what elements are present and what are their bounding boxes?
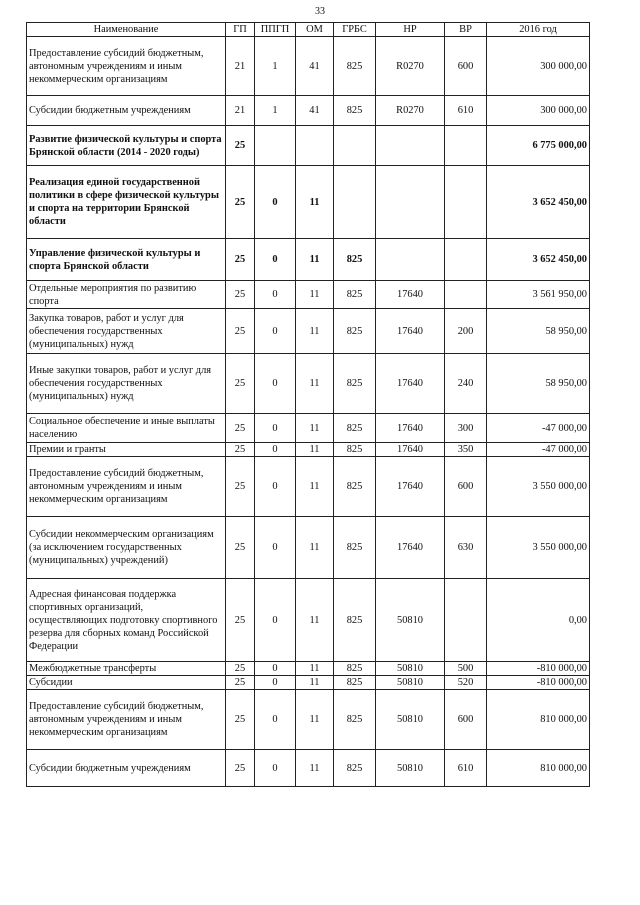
table-row [27, 166, 590, 239]
cell-vr: 600 [445, 457, 487, 517]
cell-gp: 25 [226, 281, 255, 309]
cell-amount: 810 000,00 [487, 750, 590, 787]
header-name: Наименование [27, 23, 226, 37]
cell-om: 11 [296, 281, 334, 309]
cell-name: Управление физической культуры и спорта Брянской области [27, 239, 226, 281]
cell-ppgp: 0 [255, 166, 296, 239]
cell-name: Предоставление субсидий бюджетным, автономным учреждениям и иным некоммерческим организациям [27, 690, 226, 750]
cell-vr: 300 [445, 414, 487, 443]
cell-ppgp: 0 [255, 309, 296, 354]
table-row [27, 750, 590, 787]
cell-vr: 600 [445, 690, 487, 750]
cell-nr: 17640 [376, 354, 445, 414]
table-row [27, 281, 590, 309]
cell-gp: 25 [226, 676, 255, 690]
cell-ppgp: 0 [255, 239, 296, 281]
header-gp: ГП [226, 23, 255, 37]
cell-ppgp [255, 126, 296, 166]
cell-ppgp: 0 [255, 690, 296, 750]
table-row [27, 443, 590, 457]
cell-grbs: 825 [334, 517, 376, 579]
cell-ppgp: 0 [255, 354, 296, 414]
cell-amount: 810 000,00 [487, 690, 590, 750]
table-row [27, 354, 590, 414]
cell-gp: 25 [226, 126, 255, 166]
cell-vr [445, 166, 487, 239]
cell-name: Развитие физической культуры и спорта Брянской области (2014 - 2020 годы) [27, 126, 226, 166]
cell-vr: 520 [445, 676, 487, 690]
page-number: 33 [315, 6, 325, 17]
cell-name: Адресная финансовая поддержка спортивных организаций, осуществляющих подготовку спортивного резерва для сборных команд Российской Федерации [27, 579, 226, 662]
cell-nr: 17640 [376, 309, 445, 354]
cell-amount: -810 000,00 [487, 676, 590, 690]
cell-amount: 3 652 450,00 [487, 166, 590, 239]
cell-om: 11 [296, 239, 334, 281]
cell-amount: -810 000,00 [487, 662, 590, 676]
cell-name: Премии и гранты [27, 443, 226, 457]
cell-grbs: 825 [334, 750, 376, 787]
table-row [27, 517, 590, 579]
cell-grbs: 825 [334, 96, 376, 126]
table-row [27, 414, 590, 443]
cell-ppgp: 0 [255, 457, 296, 517]
cell-ppgp: 1 [255, 96, 296, 126]
cell-vr: 630 [445, 517, 487, 579]
table-row [27, 37, 590, 96]
cell-name: Реализация единой государственной политики в сфере физической культуры и спорта на территории Брянской области [27, 166, 226, 239]
cell-nr [376, 166, 445, 239]
cell-nr: 17640 [376, 281, 445, 309]
cell-nr: 17640 [376, 414, 445, 443]
cell-nr: R0270 [376, 37, 445, 96]
cell-grbs: 825 [334, 443, 376, 457]
cell-gp: 25 [226, 414, 255, 443]
cell-nr: 50810 [376, 676, 445, 690]
table-row [27, 309, 590, 354]
cell-gp: 25 [226, 517, 255, 579]
cell-om: 11 [296, 750, 334, 787]
cell-name: Субсидии [27, 676, 226, 690]
cell-ppgp: 0 [255, 414, 296, 443]
cell-amount: 58 950,00 [487, 309, 590, 354]
cell-gp: 25 [226, 750, 255, 787]
cell-amount: 0,00 [487, 579, 590, 662]
header-grbs: ГРБС [334, 23, 376, 37]
cell-om: 11 [296, 517, 334, 579]
cell-amount: 3 550 000,00 [487, 517, 590, 579]
cell-amount: 3 561 950,00 [487, 281, 590, 309]
table-row [27, 126, 590, 166]
header-vr: ВР [445, 23, 487, 37]
cell-ppgp: 0 [255, 281, 296, 309]
cell-name: Субсидии бюджетным учреждениям [27, 750, 226, 787]
cell-vr: 200 [445, 309, 487, 354]
cell-name: Закупка товаров, работ и услуг для обеспечения государственных (муниципальных) нужд [27, 309, 226, 354]
header-om: ОМ [296, 23, 334, 37]
cell-grbs: 825 [334, 457, 376, 517]
cell-ppgp: 0 [255, 750, 296, 787]
cell-grbs: 825 [334, 281, 376, 309]
cell-om: 11 [296, 443, 334, 457]
cell-ppgp: 0 [255, 443, 296, 457]
cell-gp: 25 [226, 690, 255, 750]
cell-name: Предоставление субсидий бюджетным, автономным учреждениям и иным некоммерческим организациям [27, 457, 226, 517]
cell-nr: 50810 [376, 690, 445, 750]
cell-om: 11 [296, 354, 334, 414]
cell-amount: 3 652 450,00 [487, 239, 590, 281]
table-row [27, 662, 590, 676]
table-body [27, 37, 590, 787]
cell-nr: 50810 [376, 662, 445, 676]
cell-name: Предоставление субсидий бюджетным, автономным учреждениям и иным некоммерческим организациям [27, 37, 226, 96]
cell-om: 11 [296, 690, 334, 750]
cell-name: Иные закупки товаров, работ и услуг для обеспечения государственных (муниципальных) нужд [27, 354, 226, 414]
cell-grbs: 825 [334, 239, 376, 281]
header-nr: НР [376, 23, 445, 37]
cell-vr: 610 [445, 96, 487, 126]
cell-ppgp: 0 [255, 676, 296, 690]
cell-amount: -47 000,00 [487, 443, 590, 457]
table-row [27, 96, 590, 126]
cell-grbs [334, 166, 376, 239]
table-row [27, 579, 590, 662]
cell-gp: 25 [226, 166, 255, 239]
cell-amount: 300 000,00 [487, 96, 590, 126]
cell-vr [445, 239, 487, 281]
cell-grbs: 825 [334, 690, 376, 750]
cell-gp: 25 [226, 457, 255, 517]
cell-om: 11 [296, 457, 334, 517]
budget-table [26, 22, 590, 787]
cell-nr: 17640 [376, 517, 445, 579]
table-row [27, 457, 590, 517]
cell-amount: 6 775 000,00 [487, 126, 590, 166]
cell-om: 11 [296, 166, 334, 239]
cell-om: 11 [296, 676, 334, 690]
cell-om: 11 [296, 662, 334, 676]
cell-om: 41 [296, 96, 334, 126]
cell-gp: 25 [226, 579, 255, 662]
cell-nr: 17640 [376, 443, 445, 457]
cell-gp: 25 [226, 309, 255, 354]
cell-name: Субсидии некоммерческим организациям (за исключением государственных (муниципальных) учреждений) [27, 517, 226, 579]
cell-om: 11 [296, 579, 334, 662]
cell-ppgp: 0 [255, 517, 296, 579]
cell-grbs: 825 [334, 309, 376, 354]
cell-vr [445, 126, 487, 166]
cell-name: Социальное обеспечение и иные выплаты населению [27, 414, 226, 443]
cell-om [296, 126, 334, 166]
table-row [27, 239, 590, 281]
cell-amount: 58 950,00 [487, 354, 590, 414]
cell-gp: 25 [226, 239, 255, 281]
cell-name: Отдельные мероприятия по развитию спорта [27, 281, 226, 309]
cell-vr: 600 [445, 37, 487, 96]
cell-om: 11 [296, 414, 334, 443]
cell-grbs: 825 [334, 37, 376, 96]
cell-grbs [334, 126, 376, 166]
cell-amount: 300 000,00 [487, 37, 590, 96]
cell-gp: 25 [226, 354, 255, 414]
cell-vr: 240 [445, 354, 487, 414]
cell-grbs: 825 [334, 662, 376, 676]
cell-amount: -47 000,00 [487, 414, 590, 443]
cell-vr [445, 281, 487, 309]
table-row [27, 690, 590, 750]
cell-name: Межбюджетные трансферты [27, 662, 226, 676]
cell-ppgp: 0 [255, 662, 296, 676]
cell-nr [376, 239, 445, 281]
cell-om: 41 [296, 37, 334, 96]
table-header-row [27, 23, 590, 37]
cell-nr [376, 126, 445, 166]
table-row [27, 676, 590, 690]
cell-nr: 50810 [376, 750, 445, 787]
cell-gp: 21 [226, 96, 255, 126]
cell-grbs: 825 [334, 414, 376, 443]
cell-vr: 350 [445, 443, 487, 457]
cell-nr: 50810 [376, 579, 445, 662]
cell-grbs: 825 [334, 676, 376, 690]
header-amount: 2016 год [487, 23, 590, 37]
header-ppgp: ППГП [255, 23, 296, 37]
cell-vr: 610 [445, 750, 487, 787]
cell-nr: R0270 [376, 96, 445, 126]
cell-nr: 17640 [376, 457, 445, 517]
cell-vr: 500 [445, 662, 487, 676]
cell-grbs: 825 [334, 579, 376, 662]
cell-name: Субсидии бюджетным учреждениям [27, 96, 226, 126]
cell-vr [445, 579, 487, 662]
cell-amount: 3 550 000,00 [487, 457, 590, 517]
cell-gp: 25 [226, 662, 255, 676]
cell-gp: 21 [226, 37, 255, 96]
cell-grbs: 825 [334, 354, 376, 414]
cell-gp: 25 [226, 443, 255, 457]
cell-om: 11 [296, 309, 334, 354]
cell-ppgp: 0 [255, 579, 296, 662]
cell-ppgp: 1 [255, 37, 296, 96]
